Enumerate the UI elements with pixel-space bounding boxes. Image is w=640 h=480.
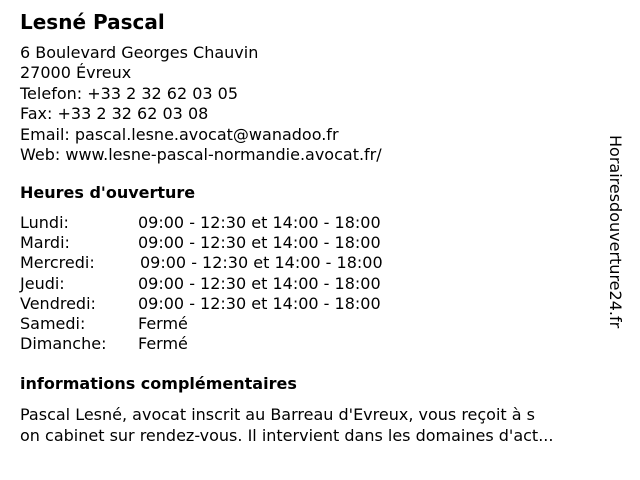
business-name: Lesné Pascal <box>20 10 165 34</box>
hours-value: 09:00 - 12:30 et 14:00 - 18:00 <box>138 233 381 253</box>
hours-value: Fermé <box>138 313 188 333</box>
address-city: 27000 Évreux <box>20 63 132 83</box>
day-label: Dimanche: <box>20 334 107 354</box>
site-watermark: Horairesdouverture24.fr <box>606 135 625 329</box>
address-street: 6 Boulevard Georges Chauvin <box>20 43 259 62</box>
web-line: Web: www.lesne-pascal-normandie.avocat.fr/ <box>20 145 382 165</box>
additional-info-text <box>20 404 620 446</box>
day-label: Mardi: <box>20 233 70 253</box>
hours-value: 09:00 - 12:30 et 14:00 - 18:00 <box>138 293 381 313</box>
additional-info-heading: informations complémentaires <box>20 374 297 393</box>
fax-line: Fax: +33 2 32 62 03 08 <box>20 104 209 124</box>
opening-hours-heading: Heures d'ouverture <box>20 183 196 202</box>
hours-value: 09:00 - 12:30 et 14:00 - 18:00 <box>138 213 381 232</box>
info-line: on cabinet sur rendez-vous. Il intervient dans les domaines d'act... <box>20 426 554 445</box>
day-label: Jeudi: <box>20 273 65 293</box>
day-label: Vendredi: <box>20 293 96 313</box>
contact-block <box>20 43 382 165</box>
hours-value: 09:00 - 12:30 et 14:00 - 18:00 <box>138 273 381 293</box>
email-line: Email: pascal.lesne.avocat@wanadoo.fr <box>20 124 339 144</box>
hours-value: Fermé <box>138 334 188 354</box>
day-label: Lundi: <box>20 213 69 232</box>
day-label: Samedi: <box>20 313 86 333</box>
info-line: Pascal Lesné, avocat inscrit au Barreau d'Evreux, vous reçoit à s <box>20 405 535 424</box>
phone-line: Telefon: +33 2 32 62 03 05 <box>20 83 239 103</box>
day-label: Mercredi: <box>20 253 95 273</box>
hours-value: 09:00 - 12:30 et 14:00 - 18:00 <box>140 253 383 273</box>
